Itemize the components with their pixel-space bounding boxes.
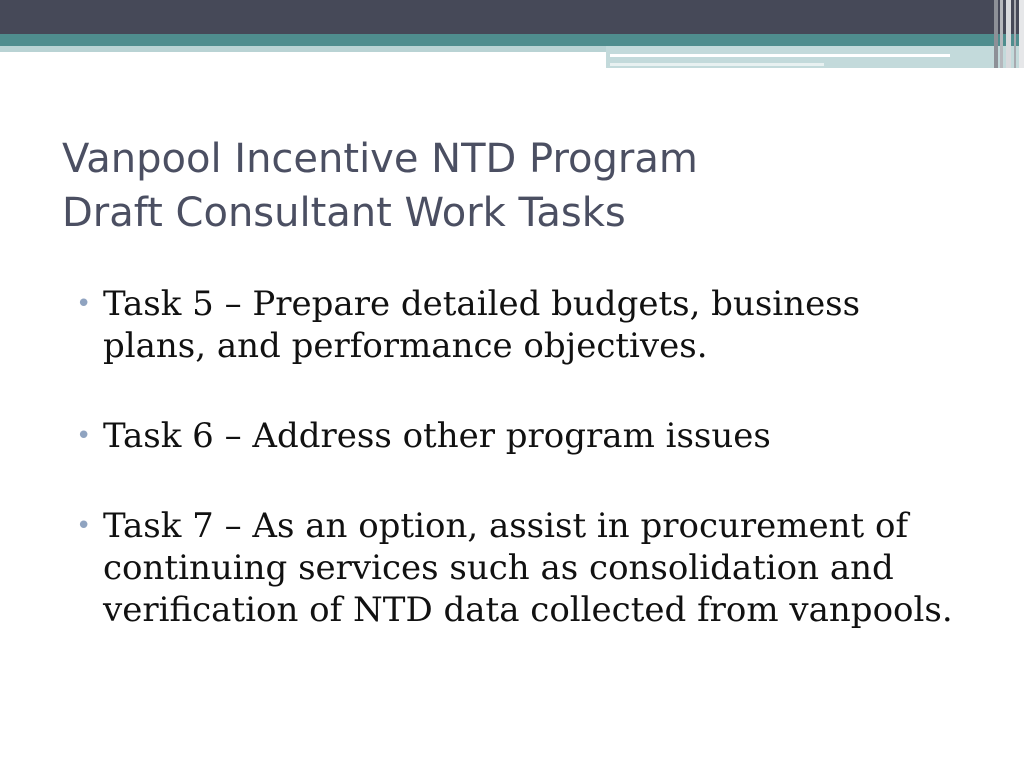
bullet-dot-icon: • [76,289,92,319]
header-band-dark [0,0,1024,34]
bullet-dot-icon: • [76,511,92,541]
bullet-text: Task 6 – Address other program issues [103,416,771,456]
header-right-strip [1006,0,1011,68]
header-accent-line [610,63,824,66]
header-right-strip [994,0,998,68]
header-band-teal [0,34,1024,46]
bullet-item-task-6 [76,415,963,457]
header-right-strip [1000,0,1003,68]
header-right-strip [1014,0,1016,68]
bullet-dot-icon: • [76,421,92,451]
slide-title-line-1: Vanpool Incentive NTD Program [62,136,698,182]
bullet-item-task-7 [76,505,963,631]
header-accent-line [610,54,950,57]
bullet-list [76,283,976,679]
bullet-text: Task 5 – Prepare detailed budgets, business plans, and performance objectives. [103,284,861,366]
slide-title-line-2: Draft Consultant Work Tasks [62,190,626,236]
bullet-item-task-5 [76,283,963,367]
slide-title [62,132,962,240]
header-right-strip [1019,0,1024,68]
bullet-text: Task 7 – As an option, assist in procurement of continuing services such as consolidation and verification of NTD data collected from vanpools. [103,506,953,630]
